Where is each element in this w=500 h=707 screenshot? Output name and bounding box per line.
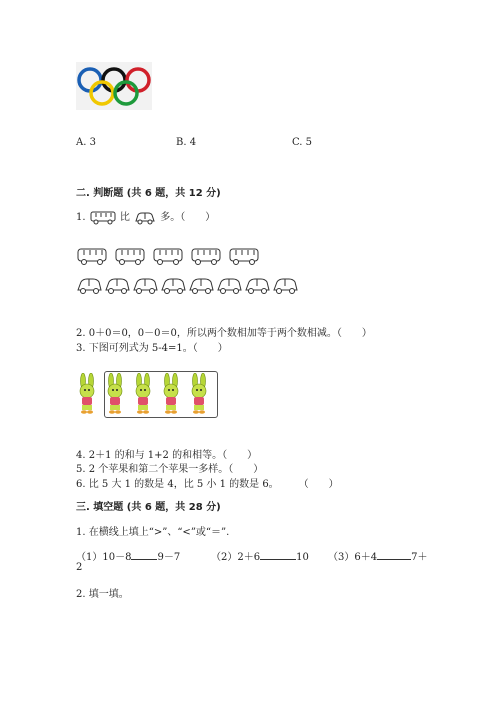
section-2-title: 二. 判断题 (共 6 题，共 12 分) xyxy=(76,188,221,199)
option-c: C. 5 xyxy=(292,137,313,148)
q1-suffix: 多。（ ） xyxy=(160,212,216,223)
question-2-1 xyxy=(76,208,215,226)
fill-blank-2[interactable] xyxy=(260,551,296,560)
question-2-3: 3. 下图可列式为 5-4=1。（ ） xyxy=(76,343,228,354)
question-2-4: 4. 2＋1 的和与 1+2 的和相等。（ ） xyxy=(76,450,258,461)
fill-item-1-left: （1）10－8 xyxy=(76,552,132,563)
car-icon xyxy=(133,210,157,226)
question-2-2: 2. 0＋0＝0，0－0＝0，所以两个数相加等于两个数相减。（ ） xyxy=(76,328,372,339)
q1-compare-word: 比 xyxy=(119,212,130,223)
fill-item-3-left: （3）6＋4 xyxy=(328,552,378,563)
fill-item-1 xyxy=(76,548,180,563)
option-a: A. 3 xyxy=(76,137,96,148)
fill-blank-3[interactable] xyxy=(377,551,411,560)
question-3-1: 1. 在横线上填上“>”、“<”或“＝”. xyxy=(76,527,230,538)
fill-item-1-right: 9－7 xyxy=(157,552,181,563)
fill-blank-1[interactable] xyxy=(131,551,157,560)
fill-item-3-wrap: 2 xyxy=(76,562,83,573)
olympic-rings-image xyxy=(76,62,152,110)
fill-item-3-right: 7＋ xyxy=(411,552,428,563)
fill-item-2 xyxy=(211,548,309,563)
fill-item-2-left: （2）2＋6 xyxy=(211,552,261,563)
grouping-box xyxy=(104,371,218,418)
cars-row xyxy=(76,276,306,301)
q1-number: 1. xyxy=(76,212,86,223)
section-3-title: 三. 填空题 (共 6 题，共 28 分) xyxy=(76,502,221,513)
fill-item-3 xyxy=(328,548,427,563)
option-b: B. 4 xyxy=(176,137,197,148)
question-3-2: 2. 填一填。 xyxy=(76,589,129,600)
bus-icon xyxy=(89,210,117,226)
buses-row xyxy=(76,246,276,271)
question-2-6: 6. 比 5 大 1 的数是 4，比 5 小 1 的数是 6。 （ ） xyxy=(76,479,339,490)
fill-item-2-right: 10 xyxy=(296,552,309,563)
question-2-5: 5. 2 个苹果和第二个苹果一多样。（ ） xyxy=(76,464,264,475)
